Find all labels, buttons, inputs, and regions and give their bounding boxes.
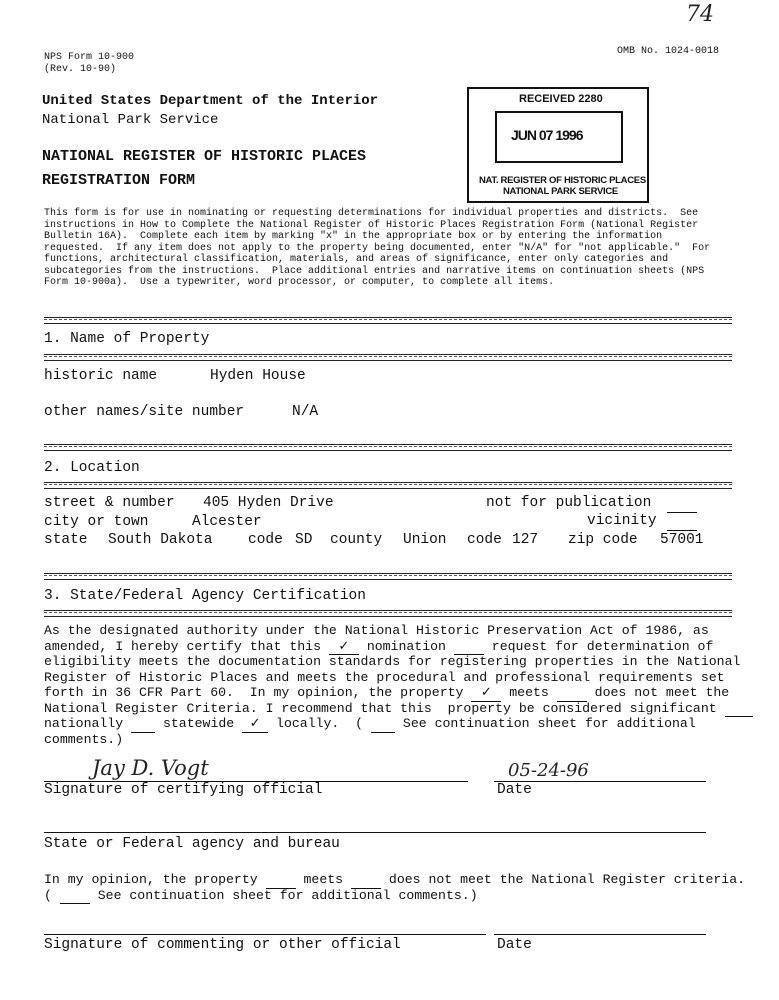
meets-checkbox[interactable]: [471, 685, 501, 702]
commenting-date-label: Date: [497, 937, 532, 953]
opinion-text: In my opinion, the property: [44, 872, 266, 887]
cert-text: National Register Criteria. I recommend that this property be considered significant: [44, 700, 717, 716]
zip-value[interactable]: 57001: [660, 532, 704, 548]
county-code-value[interactable]: 127: [512, 532, 539, 548]
section2-heading: 2. Location: [44, 460, 140, 476]
other-names-label: other names/site number: [44, 404, 245, 420]
cert-text: meets: [501, 685, 557, 700]
check-mark: ✓: [480, 685, 492, 700]
cert-text: See continuation sheet for additional: [395, 716, 696, 731]
city-label: city or town: [44, 514, 149, 530]
locally-checkbox[interactable]: [242, 716, 268, 733]
section-divider: [44, 610, 732, 617]
opinion-does-not-meet-checkbox[interactable]: [351, 872, 381, 889]
stamp-park-service: NATIONAL PARK SERVICE: [503, 186, 618, 197]
section-divider: [44, 482, 732, 489]
cert-text-line: Register of Historic Places and meets the procedural and professional requirements set: [44, 669, 725, 685]
cert-text: does not meet the: [586, 685, 730, 700]
section1-heading: 1. Name of Property: [44, 331, 210, 347]
instructions-line: requested. If any item does not apply to the property being documented, enter "N/A" for "not applicable." For: [44, 242, 711, 254]
form-id: NPS Form 10-900: [44, 52, 135, 63]
bureau-label: State or Federal agency and bureau: [44, 836, 340, 852]
form-title-line2: REGISTRATION FORM: [42, 172, 196, 189]
opinion-text-line: [44, 888, 478, 905]
state-code-label: code: [248, 532, 283, 548]
not-for-publication-label: not for publication: [486, 495, 652, 511]
cert-text-line: [44, 685, 729, 702]
opinion-text: See continuation sheet for additional comments.): [89, 887, 478, 903]
continuation-checkbox[interactable]: [371, 716, 395, 733]
bureau-line: [44, 832, 706, 833]
instructions-line: subcategories from the instructions. Place additional entries and narrative items on continuation sheets (NPS: [44, 265, 705, 277]
opinion-text: (: [44, 887, 60, 903]
received-stamp: [467, 87, 649, 203]
instructions-line: This form is for use in nominating or requesting determinations for individual properties and districts. See: [44, 208, 699, 219]
opinion-text-line: [44, 872, 745, 889]
nationally-checkbox[interactable]: [131, 716, 155, 733]
cert-text: request for determination of: [483, 638, 714, 654]
certifying-signature[interactable]: Jay D. Vogt: [92, 756, 209, 780]
commenting-signature-line: [44, 934, 486, 935]
city-value[interactable]: Alcester: [192, 514, 262, 530]
state-value[interactable]: South Dakota: [108, 532, 213, 548]
section-divider: [44, 354, 732, 361]
cert-text-line: [44, 701, 753, 718]
cert-text: statewide: [155, 716, 243, 731]
historic-name-value[interactable]: Hyden House: [210, 368, 306, 384]
not-for-publication-checkbox[interactable]: [667, 497, 697, 513]
stamp-date-box: [495, 111, 623, 163]
opinion-text: meets: [295, 872, 351, 887]
cert-text-line: eligibility meets the documentation standards for registering properties in the National: [44, 654, 741, 669]
check-mark: ✓: [338, 638, 350, 654]
service-name: National Park Service: [42, 112, 219, 128]
county-value[interactable]: Union: [403, 532, 447, 548]
stamp-register: NAT. REGISTER OF HISTORIC PLACES: [479, 175, 646, 186]
signature-label: Signature of certifying official: [44, 782, 323, 798]
section3-heading: 3. State/Federal Agency Certification: [44, 588, 366, 604]
opinion-meets-checkbox[interactable]: [266, 872, 296, 889]
instructions-line: functions, architectural classification, materials, and areas of significance, enter only categories and: [44, 254, 669, 265]
opinion-continuation-checkbox[interactable]: [60, 888, 90, 905]
vicinity-checkbox[interactable]: [667, 515, 697, 531]
cert-text-line: [44, 716, 696, 733]
instructions-line: Bulletin 16A). Complete each item by marking "x" in the appropriate box or by entering the information: [44, 231, 663, 242]
street-label: street & number: [44, 495, 175, 511]
cert-text: nomination: [358, 638, 454, 654]
vicinity-label: vicinity: [587, 513, 657, 529]
cert-text-line: As the designated authority under the National Historic Preservation Act of 1986, as: [44, 623, 709, 638]
check-mark: ✓: [249, 716, 261, 731]
section-divider: [44, 444, 732, 451]
state-code-value[interactable]: SD: [295, 532, 313, 548]
certification-date-value[interactable]: 05-24-96: [508, 760, 589, 781]
request-checkbox[interactable]: [454, 639, 484, 656]
commenting-date-line: [494, 934, 706, 935]
cert-text-line: [44, 639, 713, 656]
other-names-value[interactable]: N/A: [292, 404, 319, 420]
instructions-line: instructions in How to Complete the National Register of Historic Places Registration Form (National Register: [44, 219, 699, 231]
cert-text: locally. (: [268, 716, 372, 731]
cert-text: forth in 36 CFR Part 60. In my opinion, the property: [44, 685, 472, 700]
omb-number: OMB No. 1024-0018: [617, 46, 720, 57]
historic-name-label: historic name: [44, 368, 158, 384]
section-divider: [44, 573, 732, 580]
significance-blank[interactable]: [725, 701, 753, 718]
street-value[interactable]: 405 Hyden Drive: [203, 495, 334, 511]
county-code-label: code: [467, 532, 502, 548]
form-title-line1: NATIONAL REGISTER OF HISTORIC PLACES: [42, 148, 367, 165]
stamp-received: RECEIVED 2280: [519, 93, 603, 105]
corner-note: 74: [686, 2, 714, 27]
opinion-text: does not meet the National Register criteria.: [381, 872, 746, 887]
date-label: Date: [497, 782, 532, 798]
department-name: United States Department of the Interior: [42, 93, 379, 109]
county-label: county: [330, 532, 383, 548]
form-revision: (Rev. 10-90): [44, 64, 117, 75]
nomination-checkbox[interactable]: [329, 639, 359, 656]
cert-text: nationally: [44, 716, 132, 731]
zip-label: zip code: [568, 532, 638, 548]
stamp-date: JUN 07 1996: [511, 127, 583, 143]
does-not-meet-checkbox[interactable]: [557, 685, 587, 702]
section-divider: [44, 317, 732, 324]
state-label: state: [44, 532, 88, 548]
cert-text-line: comments.): [44, 731, 124, 747]
instructions-line: Form 10-900a). Use a typewriter, word processor, or computer, to complete all items.: [44, 277, 555, 288]
cert-text: amended, I hereby certify that this: [44, 638, 329, 654]
commenting-signature-label: Signature of commenting or other official: [44, 937, 401, 953]
